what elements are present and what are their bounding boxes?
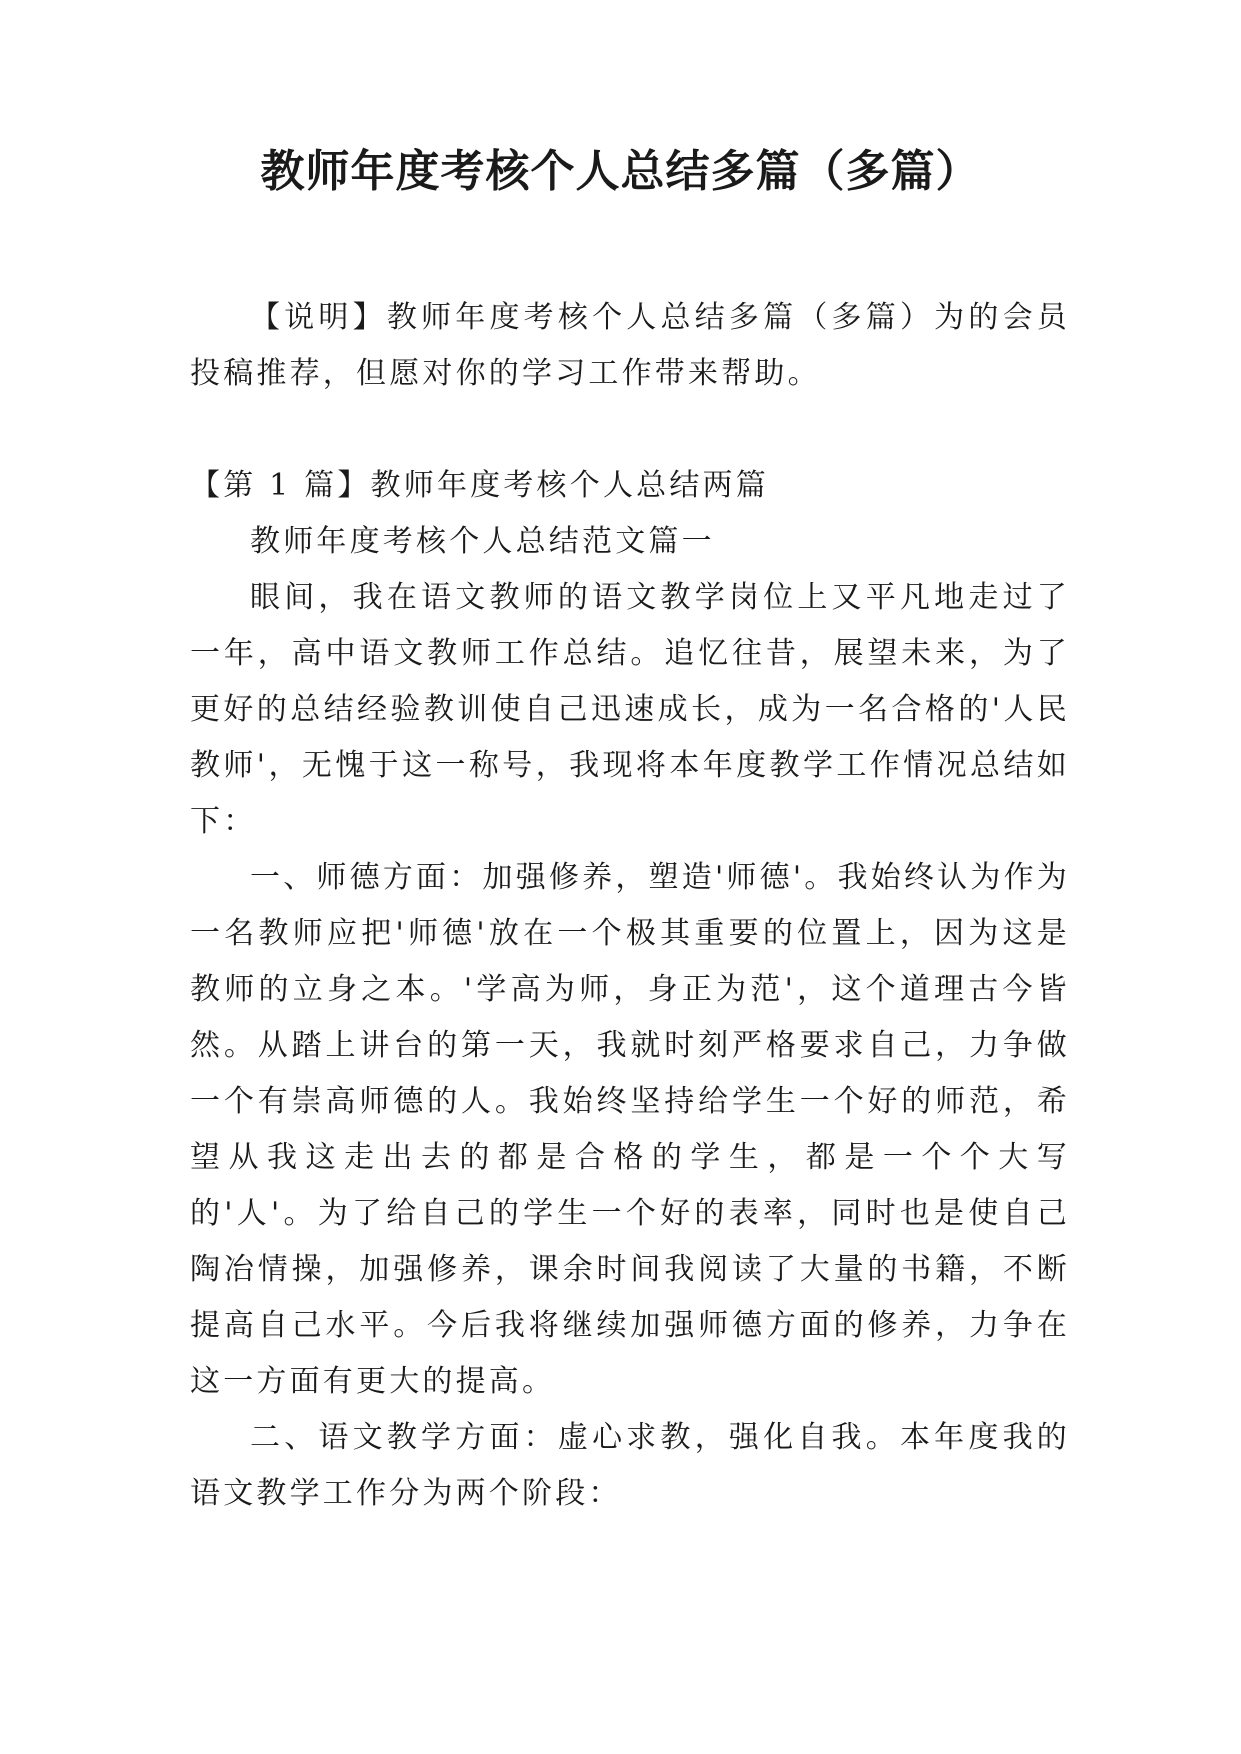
document-title: 教师年度考核个人总结多篇（多篇） [260, 146, 981, 197]
article-subheading: 教师年度考核个人总结范文篇一 [250, 524, 715, 559]
intro-block [190, 290, 1070, 402]
section-heading: 【第 1 篇】教师年度考核个人总结两篇 [190, 468, 769, 503]
body-paragraph: 一、师德方面：加强修养，塑造'师德'。我始终认为作为一名教师应把'师德'放在一个极其重要的位置上，因为这是教师的立身之本。'学高为师，身正为范'，这个道理古今皆然。从踏上讲台的第一天，我就时刻严格要求自己，力争做一个有崇高师德的人。我始终坚持给学生一个好的师范，希望从我这走出去的都是合格的学生，都是一个个大写的'人'。为了给自己的学生一个好的表率，同时也是使自己陶冶情操，加强修养，课余时间我阅读了大量的书籍，不断提高自己水平。今后我将继续加强师德方面的修养，力争在这一方面有更大的提高。 [190, 860, 1070, 1399]
intro-paragraph: 【说明】教师年度考核个人总结多篇（多篇）为的会员投稿推荐，但愿对你的学习工作带来帮助。 [190, 300, 1070, 391]
article-body [190, 458, 1070, 1522]
body-paragraph: 二、语文教学方面：虚心求教，强化自我。本年度我的语文教学工作分为两个阶段： [190, 1420, 1070, 1511]
body-paragraph: 眼间，我在语文教师的语文教学岗位上又平凡地走过了一年，高中语文教师工作总结。追忆往昔，展望未来，为了更好的总结经验教训使自己迅速成长，成为一名合格的'人民教师'，无愧于这一称号，我现将本年度教学工作情况总结如下： [190, 580, 1070, 839]
